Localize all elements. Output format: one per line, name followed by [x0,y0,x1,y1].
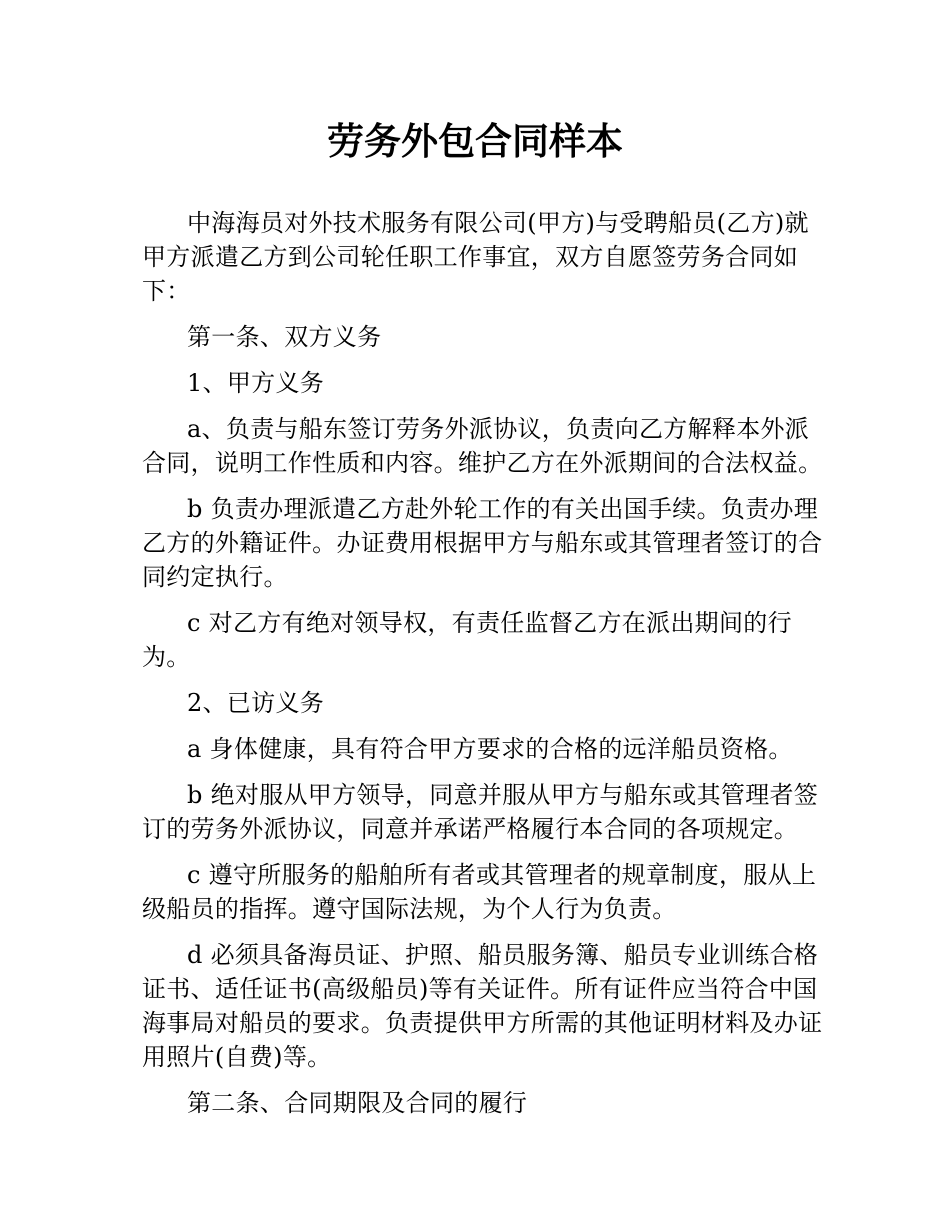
party-b-clause-b: b 绝对服从甲方领导，同意并服从甲方与船东或其管理者签订的劳务外派协议，同意并承诺严格履行本合同的各项规定。 [142,781,819,843]
party-b-clause-c: c 遵守所服务的船舶所有者或其管理者的规章制度，服从上级船员的指挥。遵守国际法规，为个人行为负责。 [142,861,817,923]
article-2-heading: 第二条、合同期限及合同的履行 [187,1089,528,1117]
document-title: 劳务外包合同样本 [327,120,623,163]
article-1-heading: 第一条、双方义务 [187,323,382,351]
party-a-clause-c: c 对乙方有绝对领导权，有责任监督乙方在派出期间的行为。 [142,609,792,671]
party-a-clause-a: a、负责与船东签订劳务外派协议，负责向乙方解释本外派合同，说明工作性质和内容。维护乙方在外派期间的合法权益。 [142,415,823,477]
party-b-clause-d: d 必须具备海员证、护照、船员服务簿、船员专业训练合格证书、适任证书(高级船员)等有关证件。所有证件应当符合中国海事局对船员的要求。负责提供甲方所需的其他证明材料及办证用照片(自费)等。 [142,941,823,1071]
party-b-clause-a: a 身体健康，具有符合甲方要求的合格的远洋船员资格。 [187,735,793,763]
party-b-obligations-heading: 2、已访义务 [187,689,325,717]
party-a-obligations-heading: 1、甲方义务 [187,369,325,397]
party-a-clause-b: b 负责办理派遣乙方赴外轮工作的有关出国手续。负责办理乙方的外籍证件。办证费用根据甲方与船东或其管理者签订的合同约定执行。 [142,495,823,591]
intro-paragraph: 中海海员对外技术服务有限公司(甲方)与受聘船员(乙方)就甲方派遣乙方到公司轮任职工作事宜，双方自愿签劳务合同如下： [142,209,809,305]
document-body [142,206,830,1132]
